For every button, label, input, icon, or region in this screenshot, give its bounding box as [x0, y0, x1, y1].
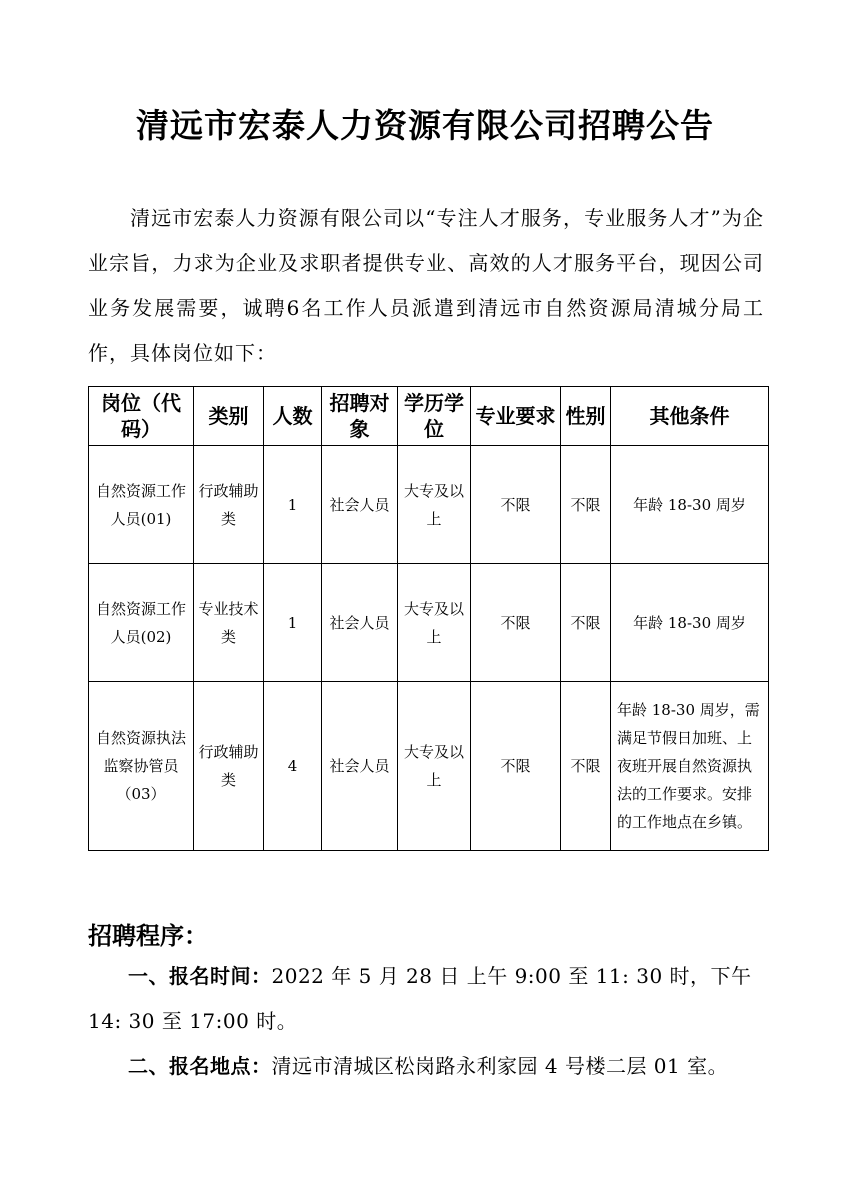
cell-major: 不限	[471, 446, 561, 564]
cell-category: 行政辅助类	[194, 682, 264, 851]
table-row	[89, 564, 769, 682]
header-education: 学历学位	[398, 387, 471, 446]
cell-position: 自然资源执法监察协管员（03）	[89, 682, 194, 851]
header-position: 岗位（代码）	[89, 387, 194, 446]
section-title-procedure: 招聘程序：	[88, 922, 208, 950]
cell-major: 不限	[471, 564, 561, 682]
step-time-text: 2022 年 5 月 28 日 上午 9:00 至 11: 30 时，下午 14: 30 至 17:00 时。	[88, 964, 752, 1033]
cell-target: 社会人员	[322, 564, 398, 682]
cell-target: 社会人员	[322, 446, 398, 564]
intro-paragraph: 清远市宏泰人力资源有限公司以“专注人才服务，专业服务人才”为企业宗旨，力求为企业及求职者提供专业、高效的人才服务平台，现因公司业务发展需要，诚聘6名工作人员派遣到清远市自然资源局清城分局工作，具体岗位如下：	[88, 206, 764, 365]
cell-target: 社会人员	[322, 682, 398, 851]
cell-education: 大专及以上	[398, 564, 471, 682]
procedure-step-time	[88, 954, 768, 1044]
header-major: 专业要求	[471, 387, 561, 446]
cell-category: 专业技术类	[194, 564, 264, 682]
header-target: 招聘对象	[322, 387, 398, 446]
cell-count: 1	[264, 564, 322, 682]
step-location-label: 二、报名地点：	[128, 1054, 272, 1078]
cell-education: 大专及以上	[398, 682, 471, 851]
cell-other: 年龄 18-30 周岁	[611, 446, 769, 564]
table-row	[89, 446, 769, 564]
cell-category: 行政辅助类	[194, 446, 264, 564]
procedure-step-location	[88, 1044, 768, 1089]
cell-gender: 不限	[561, 682, 611, 851]
cell-gender: 不限	[561, 446, 611, 564]
step-location-text: 清远市清城区松岗路永利家园 4 号楼二层 01 室。	[271, 1054, 729, 1078]
cell-position: 自然资源工作人员(02)	[89, 564, 194, 682]
cell-other: 年龄 18-30 周岁，需满足节假日加班、上夜班开展自然资源执法的工作要求。安排的工作地点在乡镇。	[611, 682, 769, 851]
cell-education: 大专及以上	[398, 446, 471, 564]
job-table	[88, 386, 769, 851]
header-category: 类别	[194, 387, 264, 446]
header-count: 人数	[264, 387, 322, 446]
table-row	[89, 682, 769, 851]
cell-count: 4	[264, 682, 322, 851]
cell-position: 自然资源工作人员(01)	[89, 446, 194, 564]
page-title: 清远市宏泰人力资源有限公司招聘公告	[136, 106, 714, 145]
cell-count: 1	[264, 446, 322, 564]
header-gender: 性别	[561, 387, 611, 446]
cell-major: 不限	[471, 682, 561, 851]
cell-gender: 不限	[561, 564, 611, 682]
header-other: 其他条件	[611, 387, 769, 446]
table-header-row	[89, 387, 769, 446]
cell-other: 年龄 18-30 周岁	[611, 564, 769, 682]
step-time-label: 一、报名时间：	[128, 964, 272, 988]
